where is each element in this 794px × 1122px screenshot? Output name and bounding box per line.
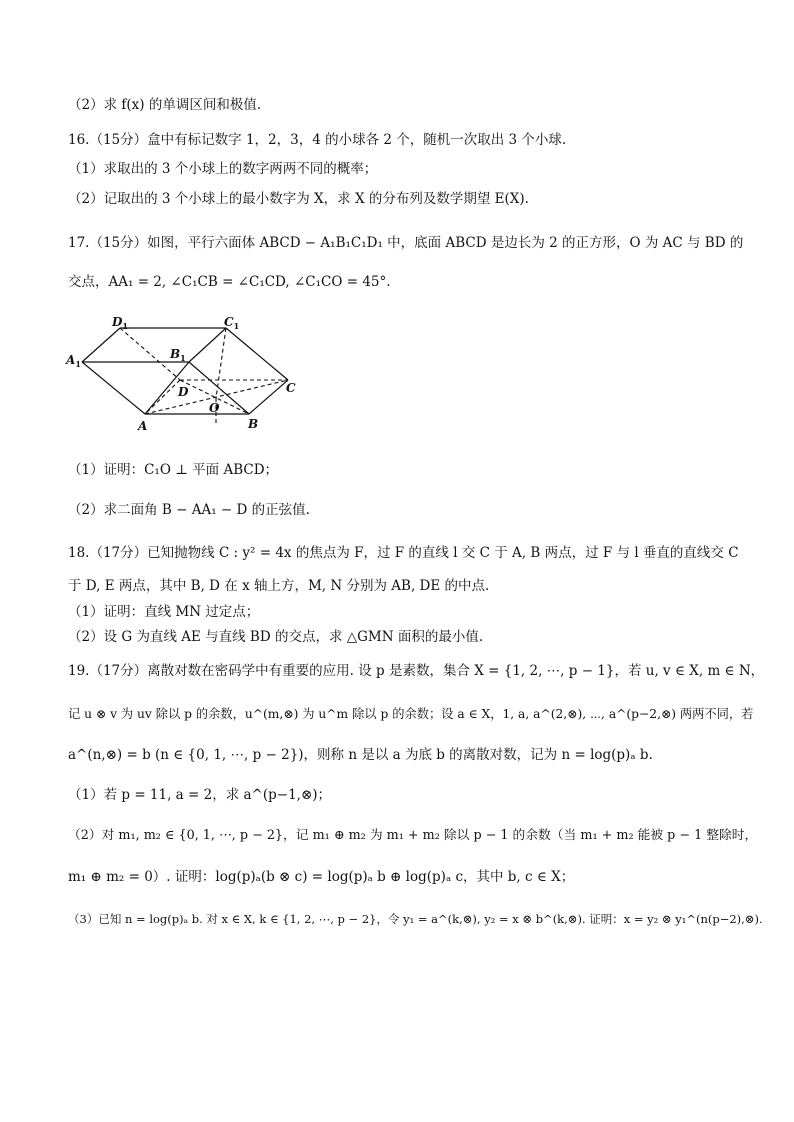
text-line: （2）求二面角 B − AA₁ − D 的正弦值. [68, 502, 310, 518]
text-line: （2）求 f(x) 的单调区间和极值. [68, 97, 262, 113]
text-line: a^(n,⊗) = b (n ∈ {0, 1, ⋯, p − 2})，则称 n 是以 a 为底 b 的离散对数，记为 n = log(p)ₐ b. [68, 747, 653, 763]
vertex-label-d1: $D_1$ [112, 315, 128, 331]
text-line: 16.（15分）盒中有标记数字 1，2，3，4 的小球各 2 个，随机一次取出 3 个小球. [68, 132, 567, 148]
text-line: m₁ ⊕ m₂ = 0）. 证明：log(p)ₐ(b ⊗ c) = log(p)ₐ b ⊕ log(p)ₐ c，其中 b, c ∈ X； [68, 869, 575, 885]
text-line: 18.（17分）已知抛物线 C : y² = 4x 的焦点为 F，过 F 的直线 l 交 C 于 A, B 两点，过 F 与 l 垂直的直线交 C [68, 545, 739, 561]
text-line: （1）若 p = 11, a = 2，求 a^(p−1,⊗)； [68, 787, 332, 803]
text-line: 记 u ⊗ v 为 uv 除以 p 的余数，u^(m,⊗) 为 u^m 除以 p 的余数；设 a ∈ X，1, a, a^(2,⊗), ⋯, a^(p−2,⊗) 两两不同，若 [68, 707, 754, 721]
vertex-label-c1: $C_1$ [224, 315, 240, 331]
text-line: 19.（17分）离散对数在密码学中有重要的应用. 设 p 是素数，集合 X = {1, 2, ⋯, p − 1}，若 u, v ∈ X, m ∈ N， [68, 663, 765, 679]
text-line: 17.（15分）如图，平行六面体 ABCD − A₁B₁C₁D₁ 中，底面 ABCD 是边长为 2 的正方形，O 为 AC 与 BD 的 [68, 235, 744, 251]
vertex-label-o: O [209, 401, 220, 415]
vertex-label-b: B [248, 417, 259, 431]
text-line: （2）记取出的 3 个小球上的最小数字为 X，求 X 的分布列及数学期望 E(X). [68, 191, 529, 207]
text-line: （1）证明：直线 MN 过定点； [68, 604, 260, 620]
text-line: （1）求取出的 3 个小球上的数字两两不同的概率； [68, 161, 378, 177]
text-line: 交点，AA₁ = 2, ∠C₁CB = ∠C₁CD, ∠C₁CO = 45°. [68, 274, 391, 290]
vertex-label-a: A [138, 419, 148, 433]
vertex-label-c: C [286, 381, 296, 395]
vertex-label-d: D [178, 385, 189, 399]
text-line: （2）设 G 为直线 AE 与直线 BD 的交点，求 △GMN 面积的最小值. [68, 629, 484, 645]
text-line: （2）对 m₁, m₂ ∈ {0, 1, ⋯, p − 2}，记 m₁ ⊕ m₂ 为 m₁ + m₂ 除以 p − 1 的余数（当 m₁ + m₂ 能被 p − 1 整除时， [68, 828, 758, 843]
vertex-label-a1: $A_1$ [66, 353, 81, 369]
parallelepiped-figure [64, 314, 304, 442]
vertex-label-b1: $B_1$ [170, 347, 186, 363]
text-line: （1）证明：C₁O ⊥ 平面 ABCD； [68, 462, 279, 478]
text-line: 于 D, E 两点，其中 B, D 在 x 轴上方，M, N 分别为 AB, DE 的中点. [68, 578, 490, 594]
text-line: （3）已知 n = log(p)ₐ b. 对 x ∈ X, k ∈ {1, 2, ⋯, p − 2}，令 y₁ = a^(k,⊗), y₂ = x ⊗ b^(k,⊗). 证明：x = y₂ ⊗ y₁^(n(p−2),⊗). [68, 912, 763, 926]
